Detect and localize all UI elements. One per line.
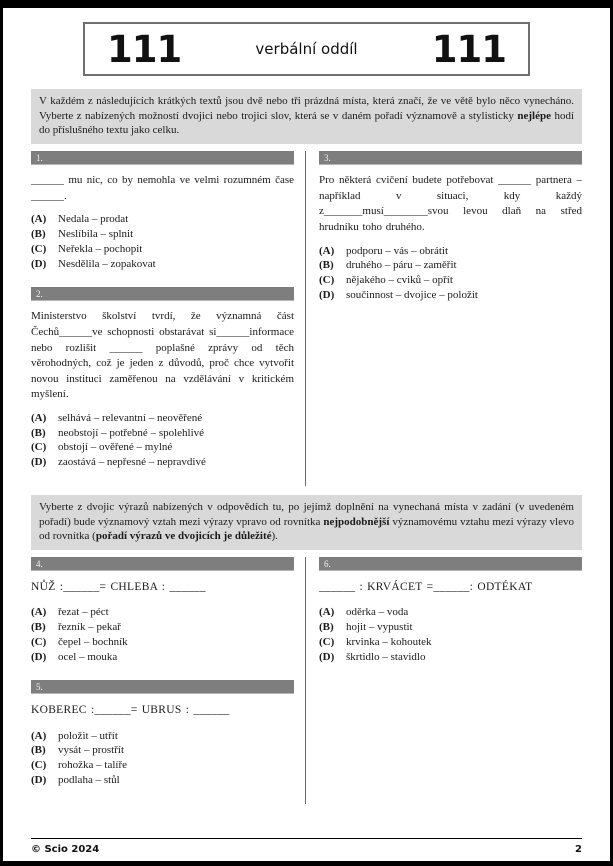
instruction-text-segment: nejpodobnější bbox=[323, 515, 390, 528]
option-row bbox=[31, 212, 294, 227]
question-3 bbox=[319, 151, 582, 302]
option-row bbox=[31, 257, 294, 272]
option-text: řezat – péct bbox=[58, 606, 109, 619]
instruction-text-segment: nejlépe bbox=[517, 109, 551, 122]
option-text: selhává – relevantní – neověřené bbox=[58, 412, 203, 425]
option-row bbox=[31, 440, 294, 455]
option-letter: (A) bbox=[319, 244, 335, 257]
instruction-text-segment: Vyberte z dvojic výrazů nabízených v odpovědích tu, po jejímž doplnění na vynechaná místa v zadání (v uvedeném pořadí) bude významový vztah mezi výrazy vpravo od rovnítka bbox=[39, 500, 574, 528]
option-text: položit – utřít bbox=[58, 729, 118, 742]
option-letter: (D) bbox=[319, 650, 335, 663]
option-letter: (D) bbox=[31, 773, 47, 786]
option-text: Nedala – prodat bbox=[58, 213, 129, 226]
question-number-bar bbox=[31, 680, 294, 694]
instruction-box bbox=[31, 495, 582, 550]
option-letter: (C) bbox=[31, 759, 47, 772]
question-5 bbox=[31, 680, 294, 787]
option-text: podlaha – stůl bbox=[58, 773, 120, 786]
question-number: 5. bbox=[36, 682, 43, 693]
option-text: Neřekla – pochopit bbox=[58, 242, 143, 255]
option-row bbox=[319, 288, 582, 303]
option-row bbox=[319, 244, 582, 259]
option-letter: (A) bbox=[31, 412, 47, 425]
option-letter: (C) bbox=[31, 242, 47, 255]
option-row bbox=[319, 605, 582, 620]
question-number: 6. bbox=[324, 559, 331, 570]
page-number: 2 bbox=[575, 844, 582, 855]
option-row bbox=[319, 635, 582, 650]
question-stem: ______ : KRVÁCET =______: ODTÉKAT bbox=[319, 581, 533, 594]
question-columns bbox=[31, 557, 582, 804]
option-text: Nesdělila – zopakovat bbox=[58, 257, 156, 270]
option-letter: (D) bbox=[31, 257, 47, 270]
option-text: škrtidlo – stavidlo bbox=[346, 650, 426, 663]
option-row bbox=[31, 620, 294, 635]
option-letter: (C) bbox=[31, 441, 47, 454]
question-number-bar bbox=[31, 557, 294, 571]
page-content bbox=[3, 8, 610, 804]
question-stem: Ministerstvo školství tvrdí, že významná část Čechů______ve schopnosti obstarávat si______informace nebo rozlišit ______ poplašné zprávy od těch věrohodných, což je jeden z důvodů, proč chce vytvořit novou instituci zaměřenou na vzdělávání v kritickém myšlení. bbox=[31, 310, 294, 401]
option-row bbox=[319, 258, 582, 273]
option-row bbox=[31, 650, 294, 665]
option-row bbox=[31, 635, 294, 650]
copyright-text: © Scio 2024 bbox=[31, 844, 100, 855]
question-number: 1. bbox=[36, 153, 43, 164]
option-text: neobstojí – potřebné – spolehlivé bbox=[58, 426, 205, 439]
option-letter: (A) bbox=[319, 606, 335, 619]
option-text: rohožka – talíře bbox=[58, 759, 128, 772]
option-text: řezník – pekař bbox=[58, 621, 121, 634]
option-row bbox=[31, 743, 294, 758]
question-number: 4. bbox=[36, 559, 43, 570]
question-number-bar bbox=[319, 151, 582, 165]
option-letter: (D) bbox=[31, 650, 47, 663]
question-stem: KOBEREC :______= UBRUS : ______ bbox=[31, 704, 230, 717]
option-text: vysát – prostřít bbox=[58, 744, 124, 757]
question-number-bar bbox=[31, 151, 294, 165]
option-row bbox=[31, 455, 294, 470]
option-text: druhého – páru – zaměřit bbox=[346, 259, 457, 272]
option-letter: (B) bbox=[319, 621, 334, 634]
question-number-bar bbox=[31, 287, 294, 301]
option-letter: (C) bbox=[31, 635, 47, 648]
question-columns bbox=[31, 151, 582, 486]
instruction-text-segment: ). bbox=[271, 530, 278, 543]
option-letter: (B) bbox=[319, 259, 334, 272]
options-list bbox=[31, 605, 294, 664]
column-right bbox=[305, 151, 582, 486]
option-text: obstojí – ověřené – mylné bbox=[58, 441, 173, 454]
option-letter: (A) bbox=[31, 606, 47, 619]
option-text: krvinka – kohoutek bbox=[346, 635, 432, 648]
column-left bbox=[31, 151, 305, 486]
option-text: hojit – vypustit bbox=[346, 621, 413, 634]
option-row bbox=[31, 426, 294, 441]
option-letter: (C) bbox=[319, 635, 335, 648]
option-row bbox=[31, 758, 294, 773]
option-text: zaostává – nepřesné – nepravdivé bbox=[58, 456, 206, 469]
question-number-bar bbox=[319, 557, 582, 571]
question-4 bbox=[31, 557, 294, 664]
question-number: 2. bbox=[36, 289, 43, 300]
question-stem: NŮŽ :______= CHLEBA : ______ bbox=[31, 581, 206, 594]
options-list bbox=[31, 212, 294, 271]
test-number-right: 111 bbox=[431, 27, 506, 71]
question-stem: ______ mu nic, co by nemohla ve velmi rozumném čase ______. bbox=[31, 174, 294, 202]
options-list bbox=[31, 411, 294, 470]
option-letter: (C) bbox=[319, 274, 335, 287]
column-left bbox=[31, 557, 305, 804]
question-1 bbox=[31, 151, 294, 271]
option-row bbox=[31, 605, 294, 620]
option-text: Neslíbila – splnit bbox=[58, 228, 134, 241]
option-letter: (A) bbox=[31, 729, 47, 742]
questions-area bbox=[31, 89, 582, 804]
section-title: verbální oddíl bbox=[255, 40, 358, 58]
option-row bbox=[31, 729, 294, 744]
column-right bbox=[305, 557, 582, 804]
question-2 bbox=[31, 287, 294, 470]
option-row bbox=[31, 411, 294, 426]
option-letter: (D) bbox=[319, 288, 335, 301]
option-letter: (A) bbox=[31, 213, 47, 226]
options-list bbox=[31, 729, 294, 788]
option-row bbox=[319, 620, 582, 635]
option-row bbox=[319, 273, 582, 288]
option-row bbox=[31, 242, 294, 257]
option-letter: (B) bbox=[31, 744, 46, 757]
footer bbox=[31, 838, 582, 855]
question-6 bbox=[319, 557, 582, 664]
question-number: 3. bbox=[324, 153, 331, 164]
instruction-text-segment: V každém z následujících krátkých textů jsou dvě nebo tři prázdná místa, která značí, že ve větě bylo něco vynecháno. Vyberte z nabízených možností dvojici nebo trojici slov, která se v daném pořadí významově a stylisticky bbox=[39, 95, 574, 122]
option-text: součinnost – dvojice – položit bbox=[346, 288, 478, 301]
option-letter: (B) bbox=[31, 228, 46, 241]
option-row bbox=[31, 773, 294, 788]
instruction-text-segment: významovému vztahu mezi výrazy vlevo od rovnítka ( bbox=[39, 515, 574, 543]
instruction-text-segment: hodí do příslušného textu jako celku. bbox=[39, 109, 575, 137]
option-text: ocel – mouka bbox=[58, 650, 118, 663]
question-stem: Pro některá cvičení budete potřebovat ______ partnera – například v situaci, kdy každý z_______musí________svou levou dlaň na střed hrudníku toho druhého. bbox=[319, 174, 582, 234]
option-text: oděrka – voda bbox=[346, 606, 409, 619]
option-row bbox=[319, 650, 582, 665]
option-letter: (B) bbox=[31, 426, 46, 439]
test-number-left: 111 bbox=[107, 27, 182, 71]
instruction-box bbox=[31, 89, 582, 144]
option-letter: (D) bbox=[31, 456, 47, 469]
option-text: podporu – vás – obrátit bbox=[346, 244, 449, 257]
option-text: čepel – bochník bbox=[58, 635, 128, 648]
options-list bbox=[319, 605, 582, 664]
page bbox=[3, 8, 610, 861]
option-text: nějakého – cviků – opřít bbox=[346, 274, 453, 287]
instruction-text-segment: pořadí výrazů ve dvojicích je důležité bbox=[95, 530, 272, 543]
options-list bbox=[319, 244, 582, 303]
header-box bbox=[83, 22, 530, 76]
option-letter: (B) bbox=[31, 621, 46, 634]
option-row bbox=[31, 227, 294, 242]
